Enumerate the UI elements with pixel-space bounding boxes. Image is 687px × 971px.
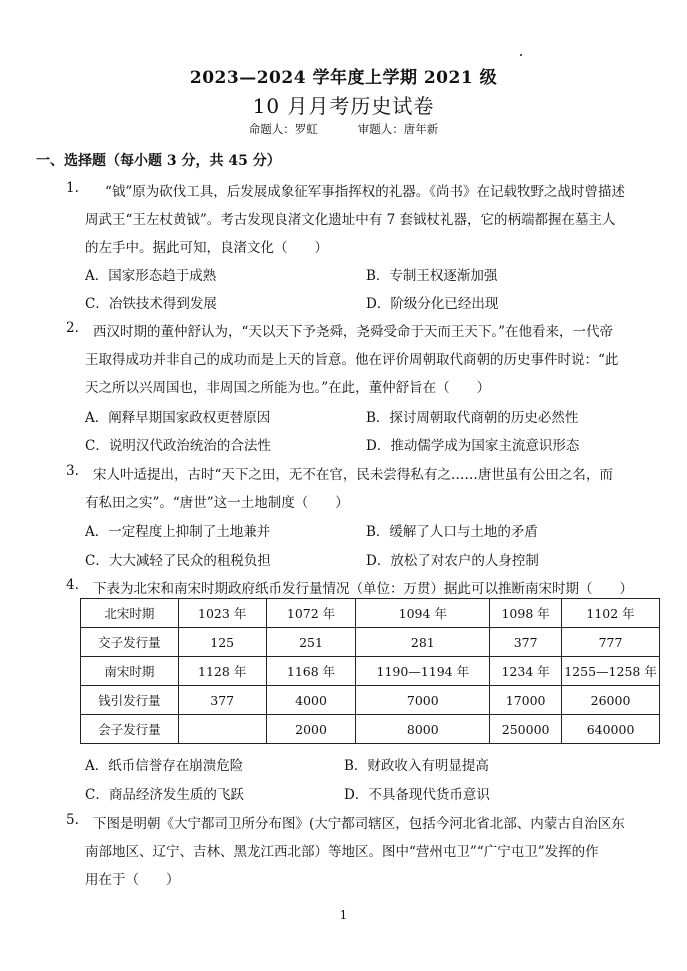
table-cell: 1102 年 xyxy=(562,599,660,628)
stray-mark xyxy=(520,54,522,56)
exam-title-line2: 10 月月考历史试卷 xyxy=(252,94,435,118)
q2-number: 2. xyxy=(66,320,79,336)
reviewer: 审题人：唐年新 xyxy=(357,122,439,136)
q4-number: 4. xyxy=(66,577,79,593)
table-row xyxy=(81,599,660,628)
table-cell: 26000 xyxy=(562,686,660,715)
table-cell: 17000 xyxy=(490,686,562,715)
table-row xyxy=(81,657,660,686)
table-cell: 777 xyxy=(562,628,660,657)
q1-option-d[interactable]: D．阶级分化已经出现 xyxy=(366,296,499,312)
banknote-issuance-table xyxy=(80,598,660,744)
q2-option-d[interactable]: D．推动儒学成为国家主流意识形态 xyxy=(366,438,580,454)
table-cell: 377 xyxy=(178,686,266,715)
table-cell: 377 xyxy=(490,628,562,657)
q5-line-2: 南部地区、辽宁、吉林、黑龙江西北部）等地区。图中“营州屯卫”“广宁屯卫”发挥的作 xyxy=(85,844,599,860)
q1-line-3: 的左手中。据此可知，良渚文化（ ） xyxy=(85,240,328,256)
q2-option-a[interactable]: A．阐释早期国家政权更替原因 xyxy=(85,410,271,426)
setter: 命题人：罗虹 xyxy=(248,122,318,136)
q5-line-3: 用在于（ ） xyxy=(85,872,180,888)
q2-option-b[interactable]: B．探讨周朝取代商朝的历史必然性 xyxy=(366,410,579,426)
table-cell: 1072 年 xyxy=(266,599,356,628)
table-cell: 640000 xyxy=(562,715,660,744)
section-title: 一、选择题（每小题 3 分，共 45 分） xyxy=(36,153,281,169)
q2-option-c[interactable]: C．说明汉代政治统治的合法性 xyxy=(85,438,271,454)
table-cell: 交子发行量 xyxy=(81,628,179,657)
q2-line-1: 西汉时期的董仲舒认为，“天以天下予尧舜，尧舜受命于天而王天下。”在他看来，一代帝 xyxy=(93,324,614,340)
table-cell: 1128 年 xyxy=(178,657,266,686)
table-cell: 251 xyxy=(266,628,356,657)
q3-option-c[interactable]: C．大大减轻了民众的租税负担 xyxy=(85,553,271,569)
table-cell: 1098 年 xyxy=(490,599,562,628)
exam-title-line1: 2023—2024 学年度上学期 2021 级 xyxy=(189,68,498,88)
q3-line-1: 宋人叶适提出，古时“天下之田，无不在官，民未尝得私有之……唐世虽有公田之名，而 xyxy=(93,467,613,483)
table-cell: 1168 年 xyxy=(266,657,356,686)
q3-number: 3. xyxy=(66,463,79,479)
q3-option-a[interactable]: A．一定程度上抑制了土地兼并 xyxy=(85,524,271,540)
author-info xyxy=(0,121,687,137)
table-cell: 4000 xyxy=(266,686,356,715)
q1-option-a[interactable]: A．国家形态趋于成熟 xyxy=(85,268,217,284)
q1-line-1: “钺”原为砍伐工具，后发展成象征军事指挥权的礼器。《尚书》在记载牧野之战时曾描述 xyxy=(105,184,626,200)
table-cell: 1255—1258 年 xyxy=(562,657,660,686)
q5-number: 5. xyxy=(66,812,79,828)
table-row xyxy=(81,715,660,744)
q4-option-b[interactable]: B．财政收入有明显提高 xyxy=(344,758,489,774)
table-cell: 1094 年 xyxy=(356,599,490,628)
q1-option-c[interactable]: C．冶铁技术得到发展 xyxy=(85,296,217,312)
q4-option-a[interactable]: A．纸币信誉存在崩溃危险 xyxy=(85,758,244,774)
q5-line-1: 下图是明朝《大宁都司卫所分布图》(大宁都司辖区，包括今河北省北部、内蒙古自治区东 xyxy=(93,816,625,832)
q1-option-b[interactable]: B．专制王权逐渐加强 xyxy=(366,268,498,284)
table-cell: 7000 xyxy=(356,686,490,715)
table-cell: 南宋时期 xyxy=(81,657,179,686)
table-cell xyxy=(178,715,266,744)
table-row xyxy=(81,686,660,715)
table-row xyxy=(81,628,660,657)
q3-line-2: 有私田之实”。“唐世”这一土地制度（ ） xyxy=(85,495,349,511)
q4-option-d[interactable]: D．不具备现代货币意识 xyxy=(344,787,490,803)
table-cell: 1190—1194 年 xyxy=(356,657,490,686)
q3-option-d[interactable]: D．放松了对农户的人身控制 xyxy=(366,553,539,569)
table-cell: 钱引发行量 xyxy=(81,686,179,715)
q4-stem: 下表为北宋和南宋时期政府纸币发行量情况（单位：万贯）据此可以推断南宋时期（ ） xyxy=(93,581,633,597)
table-cell: 北宋时期 xyxy=(81,599,179,628)
q3-option-b[interactable]: B．缓解了人口与土地的矛盾 xyxy=(366,524,538,540)
table-cell: 会子发行量 xyxy=(81,715,179,744)
table-cell: 8000 xyxy=(356,715,490,744)
table-cell: 1234 年 xyxy=(490,657,562,686)
q2-line-3: 天之所以兴周国也，非周国之所能为也。”在此，董仲舒旨在（ ） xyxy=(85,380,491,396)
q2-line-2: 王取得成功并非自己的成功而是上天的旨意。他在评价周朝取代商朝的历史事件时说：“此 xyxy=(85,352,619,368)
page-number: 1 xyxy=(339,908,348,922)
table-cell: 1023 年 xyxy=(178,599,266,628)
table-cell: 125 xyxy=(178,628,266,657)
table-cell: 2000 xyxy=(266,715,356,744)
table-cell: 250000 xyxy=(490,715,562,744)
q1-number: 1. xyxy=(66,180,79,196)
q1-line-2: 周武王“王左杖黄钺”。考古发现良渚文化遗址中有 7 套钺杖礼器，它的柄端都握在墓主人 xyxy=(85,212,616,228)
q4-option-c[interactable]: C．商品经济发生质的飞跃 xyxy=(85,787,244,803)
table-cell: 281 xyxy=(356,628,490,657)
